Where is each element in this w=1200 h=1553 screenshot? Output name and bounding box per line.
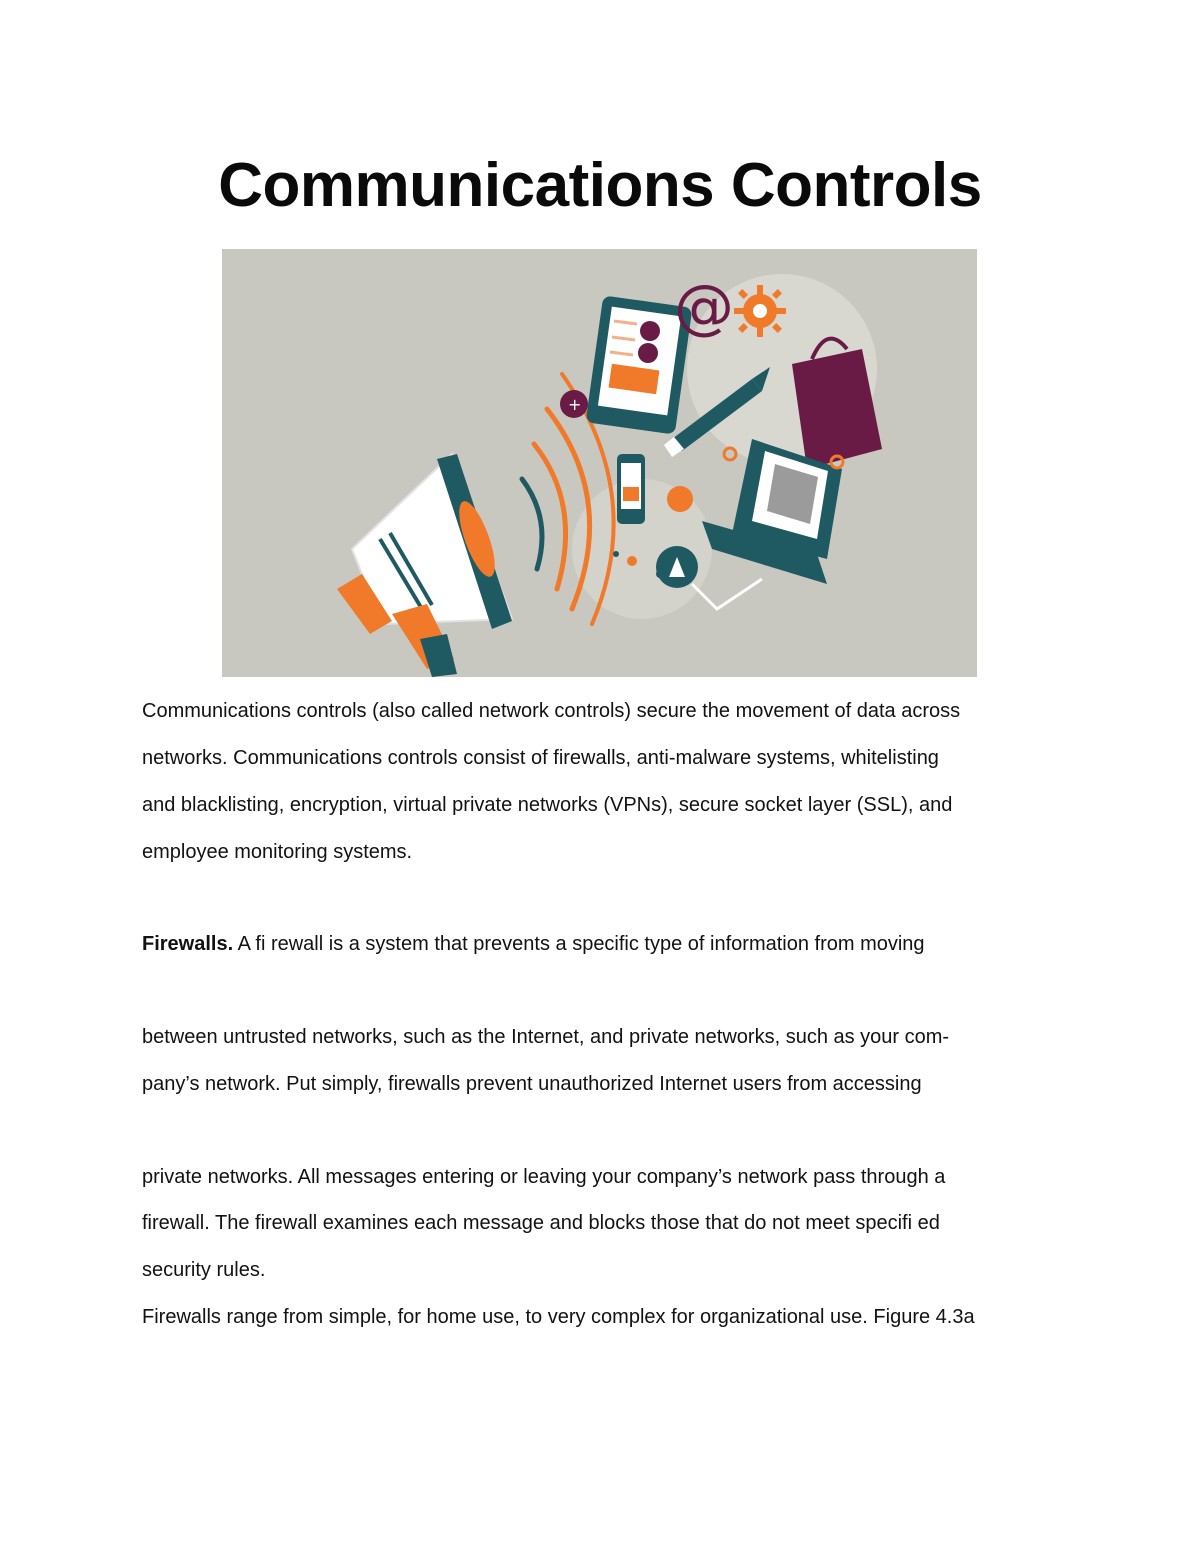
firewalls-paragraph-line: Firewalls range from simple, for home use, to very complex for organizational use. Figure 4.3a xyxy=(142,1306,975,1328)
firewalls-paragraph-line: between untrusted networks, such as the Internet, and private networks, such as your com- xyxy=(142,1026,950,1048)
smartphone-icon xyxy=(617,454,645,524)
ring-icon xyxy=(724,448,736,460)
at-symbol-icon: @ xyxy=(674,272,734,342)
dot-icon xyxy=(613,551,619,557)
firewalls-paragraph-line xyxy=(142,931,925,957)
hero-illustration xyxy=(222,249,977,677)
firewalls-paragraph-line: firewall. The firewall examines each message and blocks those that do not meet specifi ed xyxy=(142,1212,940,1234)
dot-icon xyxy=(667,486,693,512)
communications-illustration xyxy=(222,249,977,677)
firewalls-text: A fi rewall is a system that prevents a specific type of information from moving xyxy=(233,933,925,955)
firewalls-paragraph-line: security rules. xyxy=(142,1259,266,1281)
play-button-icon xyxy=(656,546,698,588)
firewalls-paragraph-line: private networks. All messages entering or leaving your company’s network pass through a xyxy=(142,1166,946,1188)
megaphone-icon xyxy=(337,454,512,677)
page-title: Communications Controls xyxy=(218,151,982,220)
firewalls-heading: Firewalls. xyxy=(142,933,234,955)
dot-icon xyxy=(627,556,637,566)
svg-text:+: + xyxy=(568,395,582,414)
firewalls-paragraph-line: pany’s network. Put simply, firewalls prevent unauthorized Internet users from accessing xyxy=(142,1073,922,1095)
body-paragraph-line: networks. Communications controls consist of firewalls, anti-malware systems, whitelisting xyxy=(142,747,939,769)
body-paragraph-line: and blacklisting, encryption, virtual private networks (VPNs), secure socket layer (SSL), and xyxy=(142,794,953,816)
gear-icon xyxy=(734,285,786,337)
body-paragraph-line: Communications controls (also called network controls) secure the movement of data across xyxy=(142,700,961,722)
body-paragraph-line: employee monitoring systems. xyxy=(142,841,413,863)
